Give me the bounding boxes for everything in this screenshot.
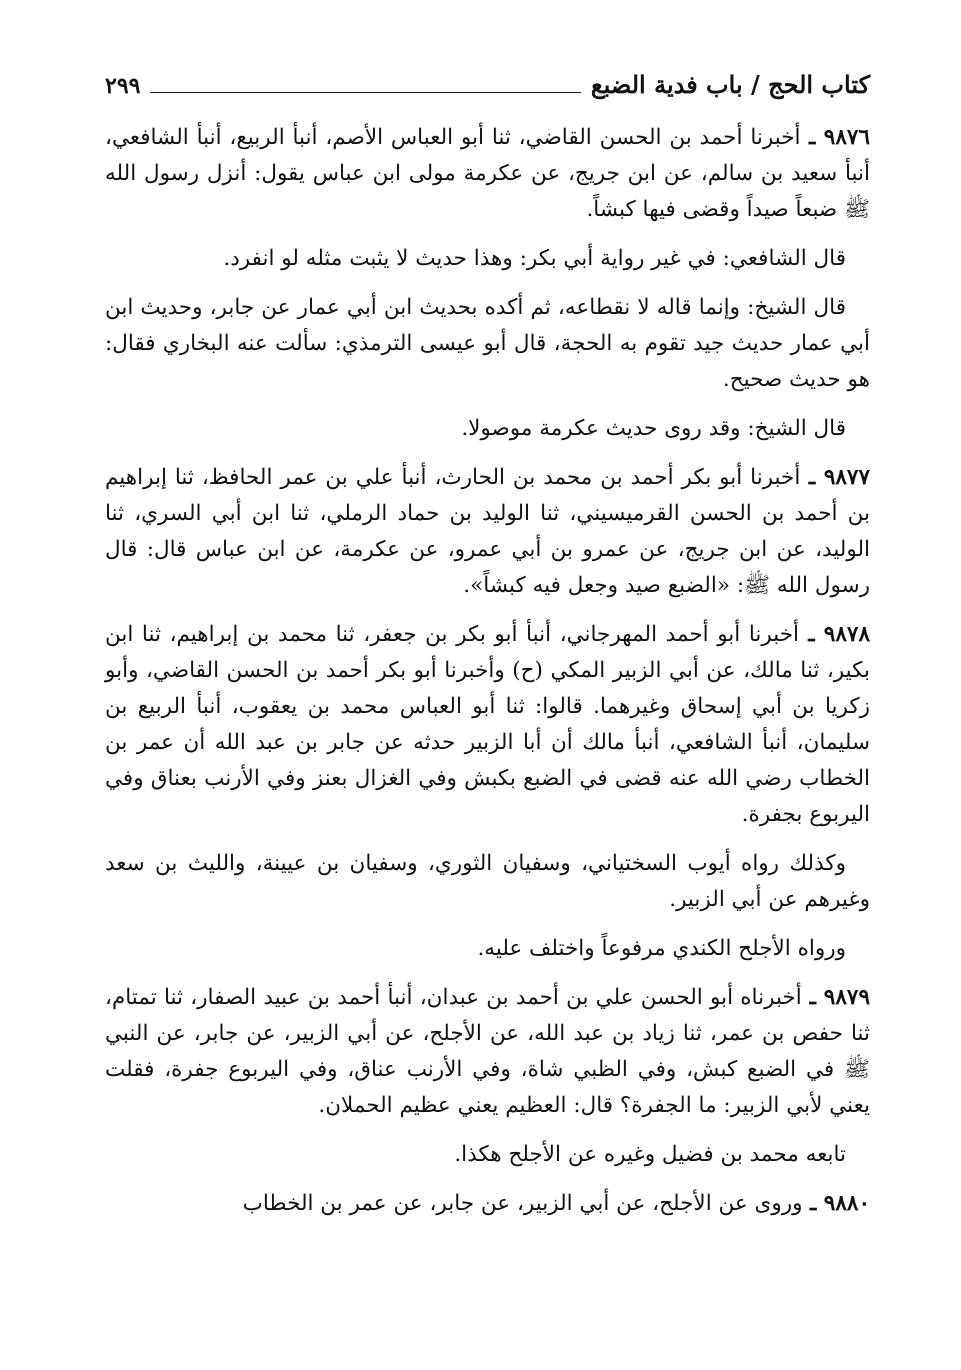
commentary-paragraph — [105, 241, 870, 277]
header-rule — [150, 92, 580, 93]
body-text — [105, 120, 870, 1222]
page-header — [105, 70, 870, 106]
hadith-paragraph: ٩٨٧٩ ـ أخبرناه أبو الحسن علي بن أحمد بن عبدان، أنبأ أحمد بن عبيد الصفار، ثنا تمتام، ثنا حفص بن عمر، ثنا زياد بن عبد الله، عن الأجلح، عن أبي الزبير، عن جابر، عن النبي ﷺ في الضبع كبش، وفي الظبي شاة، وفي الأرنب عناق، وفي اليربوع جفرة، فقلت يعني لأبي الزبير: ما الجفرة؟ قال: العظيم يعني عظيم الحملان. — [105, 985, 870, 1118]
document-page — [105, 70, 870, 1235]
hadith-paragraph: ٩٨٧٧ ـ أخبرنا أبو بكر أحمد بن محمد بن الحارث، أنبأ علي بن عمر الحافظ، ثنا إبراهيم بن أحمد بن الحسن القرميسيني، ثنا الوليد بن حماد الرملي، ثنا ابن أبي السري، ثنا الوليد، عن ابن جريج، عن عمرو بن أبي عمرو، عن عكرمة، عن ابن عباس قال: قال رسول الله ﷺ: «الضبع صيد وجعل فيه كبشاً». — [105, 465, 871, 598]
running-title: كتاب الحج / باب فدية الضبع — [590, 70, 870, 99]
paragraph-text: قال الشافعي: في غير رواية أبي بكر: وهذا حديث لا يثبت مثله لو انفرد. — [223, 246, 846, 271]
hadith-number: ٩٨٧٧ — [823, 465, 871, 490]
paragraph-text: قال الشيخ: وقد روى حديث عكرمة موصولا. — [461, 416, 846, 441]
commentary-paragraph — [105, 931, 870, 967]
hadith-paragraph: ٩٨٧٨ ـ أخبرنا أبو أحمد المهرجاني، أنبأ أبو بكر بن جعفر، ثنا محمد بن إبراهيم، ثنا ابن بكير، ثنا مالك، عن أبي الزبير المكي (ح) وأخبرنا أبو بكر أحمد بن الحسن القاضي، وأبو زكريا بن أبي إسحاق وغيرهما. قالوا: ثنا أبو العباس محمد بن يعقوب، أنبأ الربيع بن سليمان، أنبأ الشافعي، أنبأ مالك أن أبا الزبير حدثه عن جابر بن عبد الله أن عمر بن الخطاب رضي الله عنه قضى في الضبع بكبش وفي الغزال بعنز وفي الأرنب بعناق وفي اليربوع بجفرة. — [105, 622, 870, 827]
hadith-paragraph: ٩٨٨٠ ـ وروى عن الأجلح، عن أبي الزبير، عن جابر، عن عمر بن الخطاب — [242, 1191, 870, 1216]
paragraph-text: أخبرناه أبو الحسن علي بن أحمد بن عبدان، أنبأ أحمد بن عبيد الصفار، ثنا تمتام، ثنا حفص بن عمر، ثنا زياد بن عبد الله، عن الأجلح، عن أبي الزبير، عن جابر، عن النبي ﷺ في الضبع كبش، وفي الظبي شاة، وفي الأرنب عناق، وفي اليربوع جفرة، فقلت يعني لأبي الزبير: ما الجفرة؟ قال: العظيم يعني عظيم الحملان. — [105, 985, 870, 1118]
paragraph-text: أخبرنا أحمد بن الحسن القاضي، ثنا أبو العباس الأصم، أنبأ الربيع، أنبأ الشافعي، أنبأ سعيد بن سالم، عن ابن جريج، عن عكرمة مولى ابن عباس يقول: أنزل رسول الله ﷺ ضبعاً صيداً وقضى فيها كبشاً. — [105, 125, 870, 222]
hadith-number: ٩٨٧٨ — [823, 622, 870, 647]
paragraph-text: أخبرنا أبو أحمد المهرجاني، أنبأ أبو بكر بن جعفر، ثنا محمد بن إبراهيم، ثنا ابن بكير، ثنا مالك، عن أبي الزبير المكي (ح) وأخبرنا أبو بكر أحمد بن الحسن القاضي، وأبو زكريا بن أبي إسحاق وغيرهما. قالوا: ثنا أبو العباس محمد بن يعقوب، أنبأ الربيع بن سليمان، أنبأ الشافعي، أنبأ مالك أن أبا الزبير حدثه عن جابر بن عبد الله أن عمر بن الخطاب رضي الله عنه قضى في الضبع بكبش وفي الغزال بعنز وفي الأرنب بعناق وفي اليربوع بجفرة. — [105, 622, 870, 827]
paragraph-text: أخبرنا أبو بكر أحمد بن محمد بن الحارث، أنبأ علي بن عمر الحافظ، ثنا إبراهيم بن أحمد بن الحسن القرميسيني، ثنا الوليد بن حماد الرملي، ثنا ابن أبي السري، ثنا الوليد، عن ابن جريج، عن عمرو بن أبي عمرو، عن عكرمة، عن ابن عباس قال: قال رسول الله ﷺ: «الضبع صيد وجعل فيه كبشاً». — [105, 465, 870, 598]
page-number: ٢٩٩ — [105, 73, 141, 99]
paragraph-text: تابعه محمد بن فضيل وغيره عن الأجلح هكذا. — [454, 1142, 846, 1167]
commentary-paragraph — [105, 1137, 870, 1173]
hadith-paragraph: ٩٨٧٦ ـ أخبرنا أحمد بن الحسن القاضي، ثنا أبو العباس الأصم، أنبأ الربيع، أنبأ الشافعي، أنبأ سعيد بن سالم، عن ابن جريج، عن عكرمة مولى ابن عباس يقول: أنزل رسول الله ﷺ ضبعاً صيداً وقضى فيها كبشاً. — [105, 125, 870, 222]
commentary-paragraph — [105, 846, 870, 918]
commentary-paragraph — [105, 411, 870, 447]
paragraph-text: ورواه الأجلح الكندي مرفوعاً واختلف عليه. — [477, 936, 846, 961]
paragraph-text: قال الشيخ: وإنما قاله لا نقطاعه، ثم أكده بحديث ابن أبي عمار عن جابر، وحديث ابن أبي عمار حديث جيد تقوم به الحجة، قال أبو عيسى الترمذي: سألت عنه البخاري فقال: هو حديث صحيح. — [105, 295, 870, 392]
commentary-paragraph — [105, 290, 870, 398]
hadith-number: ٩٨٨٠ — [823, 1191, 870, 1216]
hadith-number: ٩٨٧٩ — [823, 985, 870, 1010]
hadith-number: ٩٨٧٦ — [823, 125, 870, 150]
paragraph-text: وكذلك رواه أيوب السختياني، وسفيان الثوري، وسفيان بن عيينة، والليث بن سعد وغيرهم عن أبي الزبير. — [105, 851, 870, 912]
paragraph-text: وروى عن الأجلح، عن أبي الزبير، عن جابر، عن عمر بن الخطاب — [242, 1191, 803, 1216]
